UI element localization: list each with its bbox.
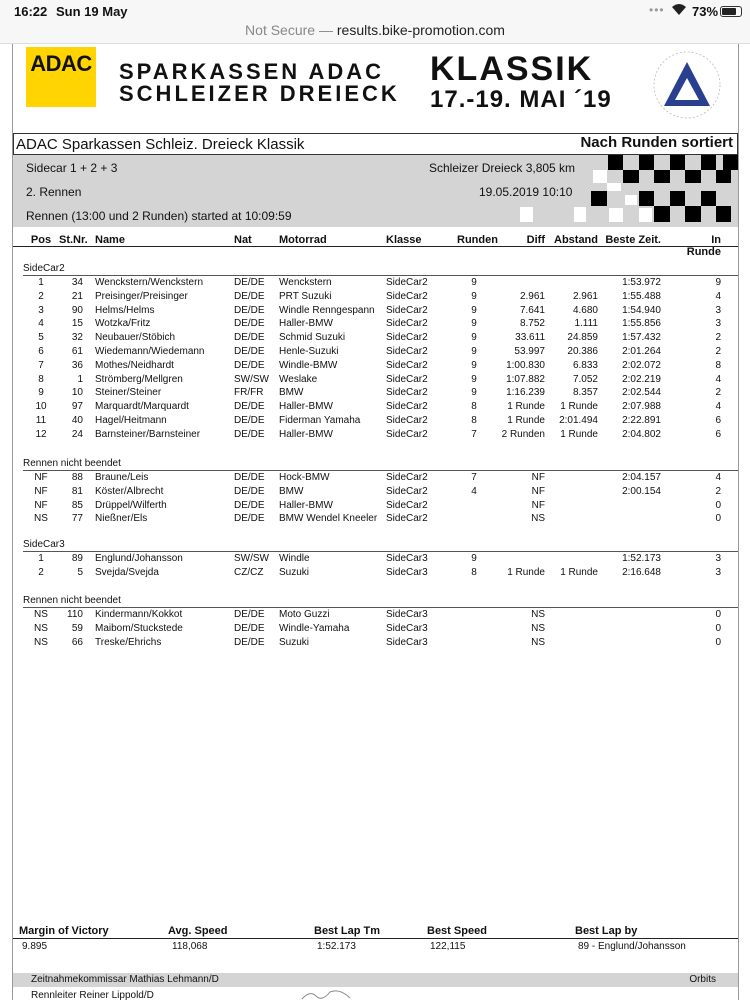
table-row [13, 291, 738, 304]
cell-pos: 7 [38, 359, 44, 371]
wifi-icon [671, 2, 687, 16]
cell-best-time: 1:53.972 [622, 277, 661, 288]
cell-nat: DE/DE [234, 636, 265, 648]
cell-nat: DE/DE [234, 472, 265, 483]
section-heading: Rennen nicht beendet [23, 458, 738, 471]
cell-nat: DE/DE [234, 428, 265, 440]
cell-best-time: 2:02.544 [622, 387, 661, 399]
cell-klasse: SideCar2 [386, 318, 428, 330]
cell-diff: 8.752 [519, 318, 545, 330]
table-row [13, 500, 738, 513]
cell-klasse: SideCar2 [386, 401, 428, 413]
cell-name: Svejda/Svejda [95, 566, 159, 578]
cell-pos: 1 [38, 553, 44, 564]
cell-name: Drüppel/Wilferth [95, 499, 167, 511]
cell-motorrad: Hock-BMW [279, 472, 330, 483]
cell-runden: 9 [471, 373, 477, 385]
cell-klasse: SideCar2 [386, 387, 428, 399]
cell-in-runde: 2 [715, 387, 721, 399]
table-row [13, 623, 738, 636]
cell-name: Marquardt/Marquardt [95, 401, 189, 413]
cell-stnr: 88 [71, 472, 83, 483]
cell-best-time: 1:55.856 [622, 318, 661, 330]
cell-best-time: 2:02.072 [622, 359, 661, 371]
cell-name: Nießner/Els [95, 513, 148, 525]
cell-motorrad: Haller-BMW [279, 318, 333, 330]
cell-in-runde: 9 [715, 277, 721, 288]
cell-abstand: 1.111 [574, 318, 598, 330]
cell-motorrad: Weslake [279, 373, 318, 385]
cell-runden: 9 [471, 290, 477, 302]
cell-stnr: 77 [71, 513, 83, 525]
cell-nat: DE/DE [234, 277, 265, 288]
cell-name: Mothes/Neidhardt [95, 359, 174, 371]
cell-motorrad: Moto Guzzi [279, 609, 330, 620]
cell-runden: 9 [471, 346, 477, 357]
cell-diff: NS [531, 513, 545, 525]
table-row [13, 277, 738, 290]
cell-stnr: 61 [71, 346, 83, 357]
cell-motorrad: Suzuki [279, 636, 310, 648]
cell-stnr: 1 [77, 373, 83, 385]
cell-name: Treske/Ehrichs [95, 636, 162, 648]
cell-nat: FR/FR [234, 387, 264, 399]
table-row [13, 332, 738, 345]
cell-diff: 1 Runde [507, 566, 545, 578]
race-number: 2. Rennen [26, 185, 82, 199]
cell-pos: NF [34, 472, 48, 483]
cell-diff: 53.997 [514, 346, 545, 357]
cell-stnr: 89 [71, 553, 83, 564]
cell-klasse: SideCar2 [386, 277, 428, 288]
cell-pos: 2 [38, 290, 44, 302]
cell-abstand: 24.859 [567, 332, 598, 344]
table-row [13, 567, 738, 580]
best-lap-by-label: Best Lap by [575, 925, 638, 937]
cell-nat: DE/DE [234, 290, 265, 302]
cell-klasse: SideCar2 [386, 304, 428, 316]
cell-best-time: 2:16.648 [622, 566, 661, 578]
cell-best-time: 2:04.802 [622, 428, 661, 440]
orbits-brand: Orbits [689, 974, 716, 985]
cell-name: Wotzka/Fritz [95, 318, 151, 330]
col-motorrad: Motorrad [279, 234, 327, 246]
event-banner [26, 44, 732, 122]
cell-motorrad: BMW [279, 485, 304, 497]
cell-stnr: 90 [71, 304, 83, 316]
cell-diff: 2.961 [519, 290, 545, 302]
cell-runden: 7 [471, 428, 477, 440]
battery-percent: 73% [692, 4, 719, 19]
cell-klasse: SideCar2 [386, 499, 428, 511]
ios-status-bar [0, 0, 750, 22]
cell-best-time: 2:02.219 [622, 373, 661, 385]
cell-nat: SW/SW [234, 553, 269, 564]
cell-diff: NF [531, 485, 545, 497]
cell-klasse: SideCar2 [386, 359, 428, 371]
cell-best-time: 1:54.940 [622, 304, 661, 316]
cell-abstand: 2.961 [572, 290, 598, 302]
cell-nat: DE/DE [234, 485, 265, 497]
cell-runden: 9 [471, 277, 477, 288]
cell-motorrad: BMW Wendel Kneeler [279, 513, 378, 525]
col-stnr: St.Nr. [59, 234, 88, 246]
results-title-bar [13, 133, 738, 155]
table-row [13, 472, 738, 485]
cell-in-runde: 4 [715, 373, 721, 385]
cell-pos: NF [34, 485, 48, 497]
best-lap-by-value: 89 - Englund/Johansson [578, 941, 686, 952]
cell-motorrad: Haller-BMW [279, 428, 333, 440]
cell-abstand: 1 Runde [560, 428, 598, 440]
club-seal-logo [644, 50, 730, 120]
table-row [13, 609, 738, 622]
cell-pos: 3 [38, 304, 44, 316]
best-speed-label: Best Speed [427, 925, 487, 937]
cell-runden: 9 [471, 359, 477, 371]
col-diff: Diff [526, 234, 545, 246]
col-klasse: Klasse [386, 234, 422, 246]
table-row [13, 401, 738, 414]
table-row [13, 415, 738, 428]
cell-klasse: SideCar3 [386, 622, 428, 634]
race-director: Rennleiter Reiner Lippold/D [31, 990, 154, 1000]
cell-runden: 8 [471, 566, 477, 578]
cell-in-runde: 2 [715, 346, 721, 357]
cell-name: Wiedemann/Wiedemann [95, 346, 205, 357]
cell-nat: DE/DE [234, 622, 265, 634]
cell-diff: 1:07.882 [506, 373, 545, 385]
margin-value: 9.895 [22, 941, 48, 952]
multitask-dots-icon[interactable]: ••• [649, 3, 665, 17]
best-lap-time-label: Best Lap Tm [314, 925, 381, 937]
avg-speed-label: Avg. Speed [168, 925, 228, 937]
cell-klasse: SideCar2 [386, 290, 428, 302]
cell-best-time: 2:07.988 [622, 401, 661, 413]
cell-in-runde: 4 [715, 401, 721, 413]
cell-in-runde: 2 [715, 485, 721, 497]
col-name: Name [95, 234, 125, 246]
cell-motorrad: Windle-Yamaha [279, 622, 350, 634]
cell-pos: NS [34, 622, 48, 634]
cell-abstand: 4.680 [572, 304, 598, 316]
cell-nat: DE/DE [234, 304, 265, 316]
cell-abstand: 1 Runde [560, 566, 598, 578]
results-table-header [13, 233, 738, 258]
cell-best-time: 1:52.173 [622, 553, 661, 564]
table-row [13, 346, 738, 359]
table-row [13, 486, 738, 499]
cell-stnr: 40 [71, 415, 83, 426]
cell-pos: NS [34, 609, 48, 620]
cell-motorrad: Suzuki [279, 566, 310, 578]
cell-diff: 1 Runde [507, 401, 545, 413]
timekeeper-name: Zeitnahmekommissar Mathias Lehmann/D [31, 974, 219, 985]
cell-stnr: 21 [71, 290, 83, 302]
cell-pos: NF [34, 499, 48, 511]
cell-klasse: SideCar2 [386, 428, 428, 440]
cell-klasse: SideCar2 [386, 346, 428, 357]
cell-motorrad: Windle Renngespann [279, 304, 375, 316]
timekeeper-bar [13, 973, 738, 987]
section-heading: SideCar3 [23, 539, 738, 552]
cell-pos: 12 [35, 428, 47, 440]
table-row [13, 513, 738, 526]
cell-nat: CZ/CZ [234, 566, 264, 578]
race-class: Sidecar 1 + 2 + 3 [26, 161, 118, 175]
cell-stnr: 81 [71, 485, 83, 497]
cell-in-runde: 3 [715, 553, 721, 564]
cell-name: Hagel/Heitmann [95, 415, 167, 426]
cell-klasse: SideCar3 [386, 553, 428, 564]
cell-diff: 1:16.239 [506, 387, 545, 399]
cell-nat: DE/DE [234, 513, 265, 525]
cell-name: Braune/Leis [95, 472, 149, 483]
event-dates: 17.-19. MAI ´19 [430, 86, 612, 113]
cell-runden: 4 [471, 485, 477, 497]
col-abstand: Abstand [554, 234, 598, 246]
race-info-box [13, 155, 738, 227]
battery-icon [720, 6, 742, 17]
avg-speed-value: 118,068 [172, 941, 208, 952]
cell-motorrad: Fiderman Yamaha [279, 415, 361, 426]
cell-stnr: 5 [77, 566, 83, 578]
cell-diff: NS [531, 622, 545, 634]
cell-name: Barnsteiner/Barnsteiner [95, 428, 201, 440]
cell-stnr: 32 [71, 332, 83, 344]
cell-klasse: SideCar2 [386, 415, 428, 426]
cell-nat: DE/DE [234, 332, 265, 344]
cell-klasse: SideCar2 [386, 373, 428, 385]
cell-motorrad: Windle [279, 553, 310, 564]
cell-motorrad: Schmid Suzuki [279, 332, 346, 344]
cell-in-runde: 3 [715, 304, 721, 316]
cell-in-runde: 6 [715, 428, 721, 440]
cell-motorrad: Windle-BMW [279, 359, 338, 371]
cell-pos: 2 [38, 566, 44, 578]
cell-nat: DE/DE [234, 346, 265, 357]
event-title-line1: SPARKASSEN ADAC [119, 59, 385, 84]
cell-diff: NF [531, 499, 545, 511]
cell-diff: 1:00.830 [506, 359, 545, 371]
cell-in-runde: 4 [715, 290, 721, 302]
table-row [13, 387, 738, 400]
cell-nat: DE/DE [234, 609, 265, 620]
cell-pos: 4 [38, 318, 44, 330]
cell-diff: 33.611 [515, 332, 545, 344]
col-nat: Nat [234, 234, 252, 246]
cell-diff: NS [531, 636, 545, 648]
cell-runden: 8 [471, 415, 477, 426]
cell-abstand: 7.052 [572, 373, 598, 385]
track-info: Schleizer Dreieck 3,805 km [429, 161, 576, 175]
cell-in-runde: 3 [715, 318, 721, 330]
cell-abstand: 20.386 [567, 346, 598, 357]
cell-stnr: 24 [71, 428, 83, 440]
cell-name: Steiner/Steiner [95, 387, 162, 399]
table-row [13, 318, 738, 331]
cell-motorrad: BMW [279, 387, 304, 399]
cell-motorrad: Wenckstern [279, 277, 332, 288]
event-title-line2: SCHLEIZER DREIECK [119, 81, 400, 106]
cell-name: Neubauer/Stöbich [95, 332, 176, 344]
best-speed-value: 122,115 [430, 941, 466, 952]
cell-stnr: 85 [71, 499, 83, 511]
cell-pos: 10 [35, 401, 47, 413]
url-host: results.bike-promotion.com [336, 22, 505, 38]
cell-in-runde: 2 [715, 332, 721, 344]
cell-in-runde: 0 [715, 609, 721, 620]
cell-runden: 9 [471, 332, 477, 344]
cell-klasse: SideCar3 [386, 609, 428, 620]
cell-pos: 1 [38, 277, 44, 288]
cell-stnr: 110 [67, 609, 83, 620]
adac-logo: ADAC [26, 47, 96, 107]
cell-in-runde: 6 [715, 415, 721, 426]
cell-name: Helms/Helms [95, 304, 155, 316]
cell-in-runde: 3 [715, 566, 721, 578]
cell-stnr: 15 [71, 318, 83, 330]
cell-abstand: 2:01.494 [559, 415, 598, 426]
margin-label: Margin of Victory [19, 925, 109, 937]
cell-pos: 11 [35, 415, 47, 426]
cell-pos: NS [34, 513, 48, 525]
cell-stnr: 97 [71, 401, 83, 413]
cell-runden: 9 [471, 387, 477, 399]
cell-klasse: SideCar2 [386, 485, 428, 497]
cell-motorrad: Haller-BMW [279, 499, 333, 511]
cell-in-runde: 0 [715, 622, 721, 634]
cell-diff: 7.641 [519, 304, 545, 316]
url-separator: — [318, 22, 333, 38]
table-row [13, 637, 738, 650]
cell-klasse: SideCar3 [386, 636, 428, 648]
cell-klasse: SideCar2 [386, 332, 428, 344]
cell-name: Wenckstern/Wenckstern [95, 277, 204, 288]
cell-motorrad: PRT Suzuki [279, 290, 332, 302]
cell-abstand: 8.357 [572, 387, 598, 399]
table-row [13, 429, 738, 442]
cell-diff: 1 Runde [507, 415, 545, 426]
cell-pos: 6 [38, 346, 44, 357]
cell-motorrad: Haller-BMW [279, 401, 333, 413]
cell-stnr: 66 [71, 636, 83, 648]
cell-name: Strömberg/Mellgren [95, 373, 183, 385]
klassik-brand: KLASSIK [430, 50, 594, 88]
cell-abstand: 6.833 [572, 359, 598, 371]
security-label: Not Secure [245, 22, 316, 38]
results-title: ADAC Sparkassen Schleiz. Dreieck Klassik [16, 136, 305, 153]
best-lap-time-value: 1:52.173 [317, 941, 356, 952]
sort-label: Nach Runden sortiert [580, 134, 733, 151]
status-time: 16:22 [14, 4, 48, 19]
cell-runden: 9 [471, 304, 477, 316]
cell-runden: 9 [471, 553, 477, 564]
col-pos: Pos [30, 234, 52, 246]
cell-best-time: 2:04.157 [622, 472, 661, 483]
cell-name: Preisinger/Preisinger [95, 290, 188, 302]
race-datetime: 19.05.2019 10:10 [479, 185, 573, 199]
address-bar[interactable] [0, 22, 750, 44]
signature-mark [300, 986, 360, 1000]
cell-in-runde: 4 [715, 472, 721, 483]
cell-in-runde: 0 [715, 499, 721, 511]
cell-pos: NS [34, 636, 48, 648]
cell-in-runde: 8 [715, 359, 721, 371]
cell-name: Englund/Johansson [95, 553, 183, 564]
cell-in-runde: 0 [715, 636, 721, 648]
cell-runden: 8 [471, 401, 477, 413]
cell-stnr: 34 [71, 277, 83, 288]
cell-nat: SW/SW [234, 373, 269, 385]
cell-pos: 8 [38, 373, 44, 385]
cell-name: Maibom/Stuckstede [95, 622, 183, 634]
cell-diff: 2 Runden [501, 428, 545, 440]
cell-motorrad: Henle-Suzuki [279, 346, 339, 357]
cell-nat: DE/DE [234, 401, 265, 413]
cell-stnr: 59 [71, 622, 83, 634]
cell-diff: NF [531, 472, 545, 483]
cell-best-time: 2:22.891 [622, 415, 661, 426]
cell-pos: 5 [38, 332, 44, 344]
section-heading: Rennen nicht beendet [23, 595, 738, 608]
col-best-time: Beste Zeit. [605, 234, 661, 246]
table-row [13, 374, 738, 387]
cell-in-runde: 0 [715, 513, 721, 525]
cell-nat: DE/DE [234, 415, 265, 426]
cell-name: Kindermann/Kokkot [95, 609, 183, 620]
table-row [13, 305, 738, 318]
table-row [13, 360, 738, 373]
cell-nat: DE/DE [234, 318, 265, 330]
cell-best-time: 1:55.488 [622, 290, 661, 302]
cell-runden: 7 [471, 472, 477, 483]
table-row [13, 553, 738, 566]
race-session: Rennen (13:00 und 2 Runden) started at 10:09:59 [26, 209, 292, 223]
footer-divider [13, 938, 738, 939]
cell-klasse: SideCar2 [386, 472, 428, 483]
cell-klasse: SideCar3 [386, 566, 428, 578]
cell-pos: 9 [38, 387, 44, 399]
cell-best-time: 2:01.264 [622, 346, 661, 357]
cell-diff: NS [531, 609, 545, 620]
cell-name: Köster/Albrecht [95, 485, 164, 497]
cell-stnr: 10 [71, 387, 83, 399]
cell-best-time: 2:00.154 [622, 485, 661, 497]
cell-nat: DE/DE [234, 359, 265, 371]
col-in-runde: In Runde [686, 234, 721, 258]
status-date: Sun 19 May [56, 4, 128, 19]
cell-nat: DE/DE [234, 499, 265, 511]
cell-stnr: 36 [71, 359, 83, 371]
section-heading: SideCar2 [23, 263, 738, 276]
cell-klasse: SideCar2 [386, 513, 428, 525]
cell-abstand: 1 Runde [560, 401, 598, 413]
col-runden: Runden [457, 234, 498, 246]
cell-best-time: 1:57.432 [622, 332, 661, 344]
cell-runden: 9 [471, 318, 477, 330]
